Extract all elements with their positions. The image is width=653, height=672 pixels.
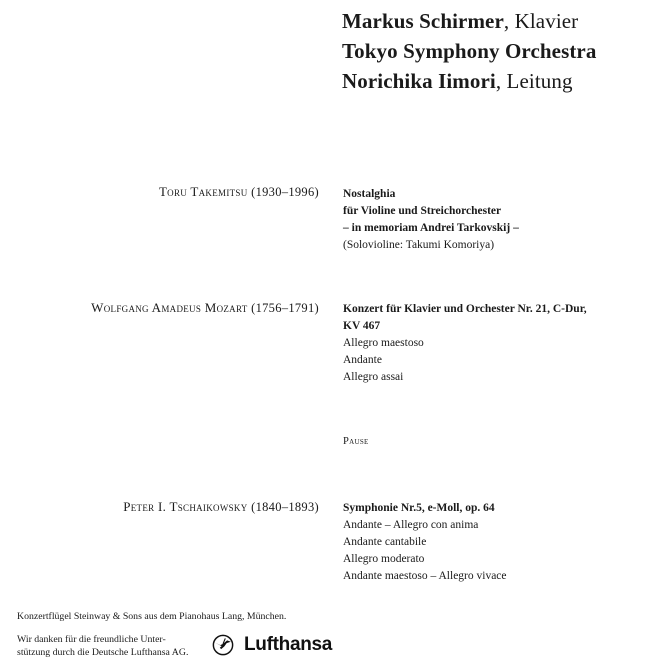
performer-name: Markus Schirmer xyxy=(342,9,504,33)
pause-label: Pause xyxy=(343,436,369,447)
sponsor-thanks xyxy=(17,633,188,659)
piano-credit: Konzertflügel Steinway & Sons aus dem Pianohaus Lang, München. xyxy=(17,611,287,622)
work-title-line: – in memoriam Andrei Tarkovskij – xyxy=(343,222,519,234)
work-movement: (Solovioline: Takumi Komoriya) xyxy=(343,239,495,251)
composer-years: (1756–1791) xyxy=(251,301,319,315)
composer-name: Toru Takemitsu xyxy=(158,184,248,199)
work-symphony xyxy=(343,500,648,585)
composer-name: Peter I. Tschaikowsky xyxy=(123,499,248,514)
composer-tschaikowsky xyxy=(123,499,319,515)
composer-years: (1930–1996) xyxy=(251,185,319,199)
performer-name: Norichika Iimori xyxy=(342,69,496,93)
work-title-line: für Violine und Streichorchester xyxy=(343,205,502,217)
performer-line xyxy=(342,66,653,96)
work-title-line: Symphonie Nr.5, e-Moll, op. 64 xyxy=(343,502,495,514)
work-movement: Allegro assai xyxy=(343,371,404,383)
work-movement: Andante maestoso – Allegro vivace xyxy=(343,570,507,582)
composer-takemitsu xyxy=(159,184,319,200)
work-piano-concerto xyxy=(343,301,648,386)
work-movement: Andante – Allegro con anima xyxy=(343,519,479,531)
performer-role: , Leitung xyxy=(495,69,573,93)
work-movement: Andante xyxy=(343,354,382,366)
composer-mozart xyxy=(91,300,319,316)
performer-line xyxy=(342,36,653,66)
work-nostalghia xyxy=(343,186,648,254)
performer-line xyxy=(342,6,653,36)
sponsor-thanks-line: stützung durch die Deutsche Lufthansa AG. xyxy=(17,647,189,658)
work-movement: Andante cantabile xyxy=(343,536,427,548)
work-title-line: Nostalghia xyxy=(343,188,396,200)
work-title-line: Konzert für Klavier und Orchester Nr. 21, C-Dur, xyxy=(343,303,587,315)
work-title-line: KV 467 xyxy=(343,320,381,332)
composer-name: Wolfgang Amadeus Mozart xyxy=(91,300,248,315)
sponsor-wordmark: Lufthansa xyxy=(244,634,333,655)
performer-role: , Klavier xyxy=(503,9,579,33)
composer-years: (1840–1893) xyxy=(251,500,319,514)
performers-header xyxy=(342,6,653,96)
sponsor-thanks-line: Wir danken für die freundliche Unter- xyxy=(17,634,166,645)
lufthansa-crane-icon xyxy=(212,634,234,656)
work-movement: Allegro maestoso xyxy=(343,337,424,349)
sponsor-logo xyxy=(212,630,332,660)
work-movement: Allegro moderato xyxy=(343,553,425,565)
performer-name: Tokyo Symphony Orchestra xyxy=(342,39,597,63)
